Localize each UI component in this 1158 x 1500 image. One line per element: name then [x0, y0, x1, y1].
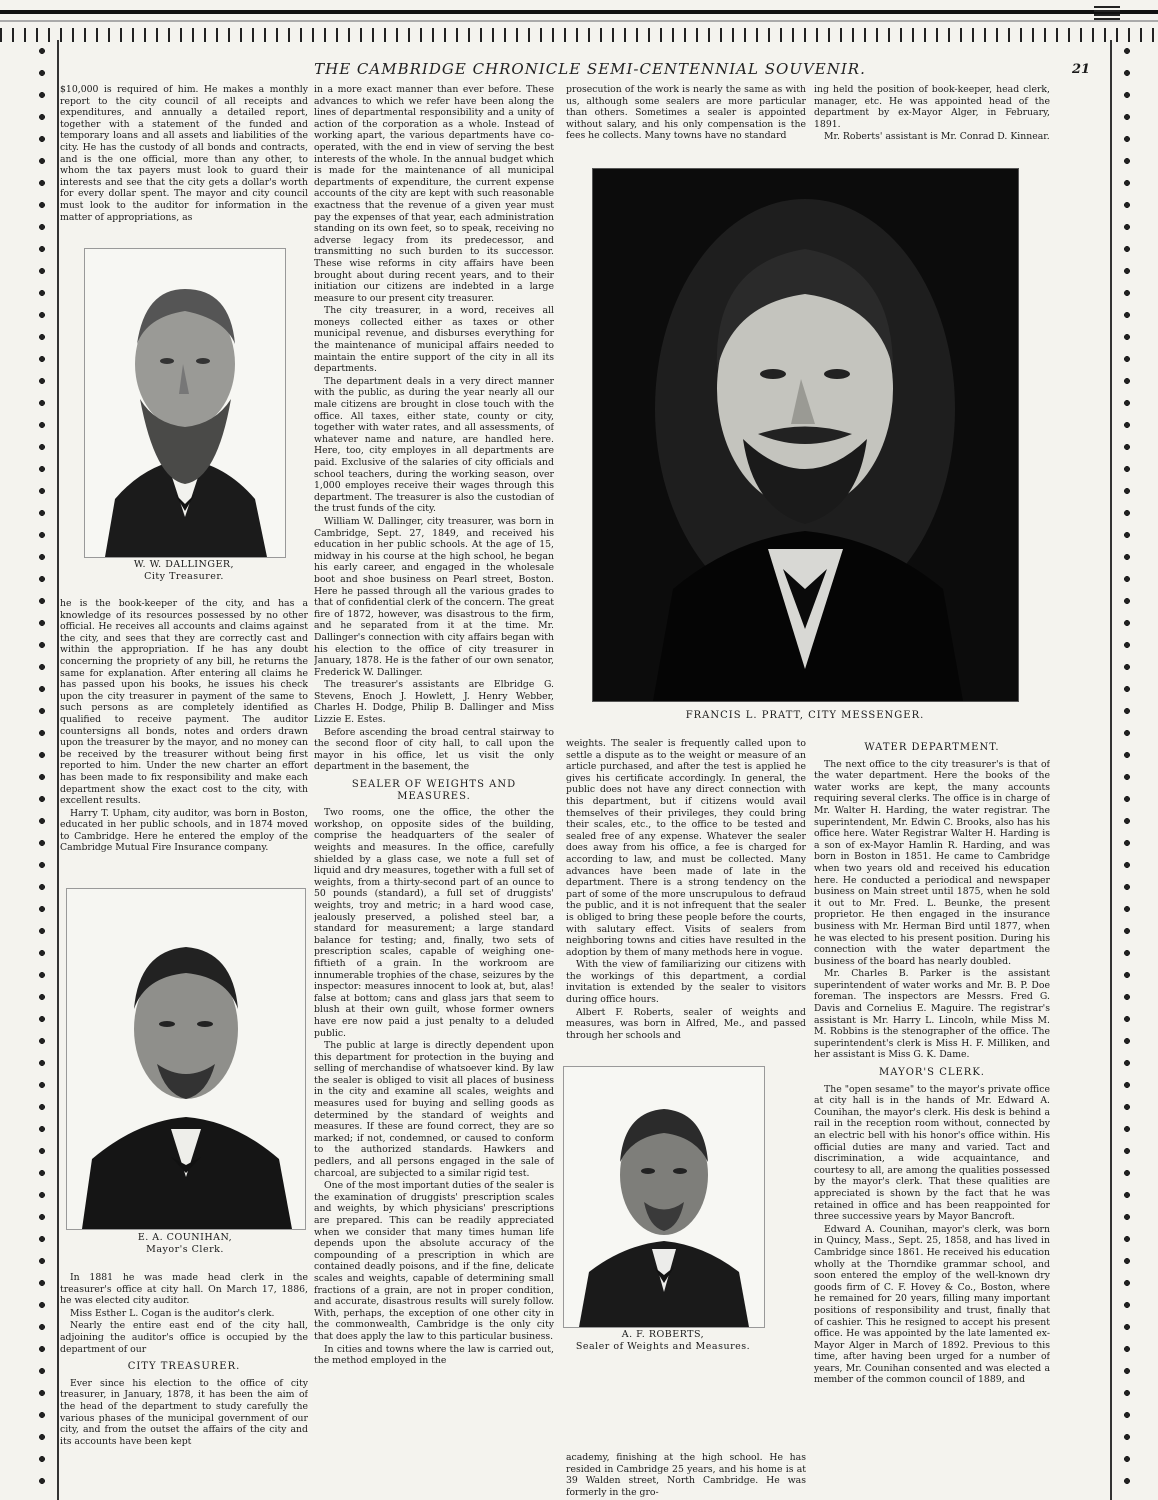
- heading-sealer: SEALER OF WEIGHTS AND MEASURES.: [351, 779, 517, 802]
- caption-counihan-name: E. A. COUNIHAN,: [137, 1232, 233, 1243]
- left-border-ornament: [30, 40, 54, 1500]
- col2-p2: The city treasurer, in a word, receives all moneys collected either as taxes or other municipal revenue, and disburses everything for the maintenance of municipal affairs needed to maintain the entire support of the city in all its departments.: [314, 305, 554, 375]
- portrait-roberts: [563, 1066, 765, 1328]
- col2-p9: One of the most important duties of the sealer is the examination of druggists' prescription scales and weights, by which physicians' prescriptions are prepared. This can be readily appreciated when we consider that many times human life depends upon the absolute accuracy of the compounding of a prescription in which are contained deadly poisons, and if the fine, delicate scales and weights, capable of determining small fractions of a grain, are not in proper condition, and accurate, disastrous results will surely follow. With, perhaps, the exception of one other city in the commonwealth, Cambridge is the only city that does apply the law to this particular business.: [314, 1180, 554, 1342]
- page-number: 21: [1072, 62, 1091, 77]
- col1-mid-text: he is the book-keeper of the city, and has a knowledge of its resources possessed by no other official. He receives all accounts and claims against the city, and sees that they are correctly cast and within the appropriation. If he has any doubt concerning the propriety of any bill, he returns the same for explanation. After entering all claims he has passed upon his books, he issues his check upon the city treasurer in payment of the same to such persons as are completely identified as qualified to receive payment. The auditor countersigns all bonds, notes and orders drawn upon the treasurer by the mayor, and no money can be received by the treasurer without being first reported to him. Under the new charter an effort has been made to fix responsibility and make each department show the exact cost to the city, with excellent results.: [60, 598, 308, 807]
- portrait-pratt: [592, 168, 1019, 702]
- column-1-bottom: [60, 1272, 308, 1498]
- col4-w2: Mr. Charles B. Parker is the assistant superintendent of water works and Mr. B. P. Doe foreman. The inspectors are Messrs. Fred G. Davis and Cornelius E. Maguire. The registrar's assistant is Mr. Harry L. Lincoln, while Miss M. M. Robbins is the stenographer of the office. The superintendent's clerk is Miss H. F. Milliken, and her assistant is Miss G. K. Dame.: [814, 968, 1050, 1061]
- column-1-middle: [60, 598, 308, 876]
- col1-bottom-p2: Miss Esther L. Cogan is the auditor's clerk.: [70, 1307, 275, 1319]
- caption-pratt: FRANCIS L. PRATT, CITY MESSENGER.: [685, 710, 925, 721]
- column-3-top: [566, 84, 806, 164]
- portrait-dallinger: [84, 248, 286, 558]
- caption-dallinger-name: W. W. DALLINGER,: [133, 559, 235, 570]
- col4-w1: The next office to the city treasurer's is that of the water department. Here the books of the water works are kept, the many accounts requiring several clerks. The office is in charge of Mr. Walter H. Harding, the water registrar. The superintendent, Mr. Edwin C. Brooks, also has his office here. Water Registrar Walter H. Harding is a son of ex-Mayor Hamlin R. Harding, and was born in Boston in 1851. He came to Cambridge when two years old and received his education here. He conducted a periodical and newspaper business on Main street until 1875, when he sold it out to Mr. Fred. L. Beunke, the present proprietor. He then engaged in the insurance business with Mr. Herman Bird until 1877, when he was elected to his present position. During his connection with the water department the business of the board has nearly doubled.: [814, 758, 1050, 967]
- top-border-ornament: [0, 0, 1158, 60]
- caption-counihan-title: Mayor's Clerk.: [146, 1244, 224, 1255]
- col2-p3: The department deals in a very direct manner with the public, as during the year nearly all our male citizens are brought in close touch with the office. All taxes, either state, county or city, together with water rates, and all assessments, of whatever name and nature, are handled here. Here, too, city employes in all departments are paid. Exclusive of the salaries of city officials and school teachers, during the working season, over 1,000 employes receive their wages through this department. The treasurer is also the custodian of the trust funds of the city.: [314, 375, 554, 515]
- col2-p4: William W. Dallinger, city treasurer, was born in Cambridge, Sept. 27, 1849, and received his education in her public schools. At the age of 15, midway in his course at the high school, he began his early career, and engaged in the wholesale boot and shoe business on Pearl street, Boston. Here he passed through all the various grades to that of confidential clerk of the concern. The great fire of 1872, however, was disastrous to the firm, and he separated from it at the time. Mr. Dallinger's connection with city affairs began with his election to the office of city treasurer in January, 1878. He is the father of our own senator, Frederick W. Dallinger.: [314, 515, 554, 678]
- col1-bottom-p4: Ever since his election to the office of city treasurer, in January, 1878, it has been the aim of the head of the department to study carefully the various phases of the municipal government of our city, and from the outset the affairs of the city and its accounts have been kept: [60, 1377, 308, 1447]
- col2-p5: The treasurer's assistants are Elbridge G. Stevens, Enoch J. Howlett, J. Henry Webber, Charles H. Dodge, Philip B. Dallinger and Miss Lizzie E. Estes.: [314, 679, 554, 726]
- caption-counihan: [66, 1232, 304, 1256]
- column-4-bottom: [814, 738, 1050, 1498]
- column-3-bottom: [566, 1452, 806, 1498]
- col4-top-text: ing held the position of book-keeper, head clerk, manager, etc. He was appointed head of the department by ex-Mayor Alger, in February, 1891.: [814, 84, 1050, 130]
- col3-bottom-text: academy, finishing at the high school. He has resided in Cambridge 25 years, and his home is at 39 Walden street, North Cambridge. He was formerly in the gro-: [566, 1452, 806, 1498]
- col1-bottom-p3: Nearly the entire east end of the city hall, adjoining the auditor's office is occupied by the department of our: [60, 1320, 308, 1355]
- heading-water-department: WATER DEPARTMENT.: [864, 742, 1000, 753]
- right-border-rule: [1110, 40, 1112, 1500]
- col1-bottom-p1: In 1881 he was made head clerk in the treasurer's office at city hall. On March 17, 1886, he was elected city auditor.: [60, 1272, 308, 1307]
- col3-p3: Albert F. Roberts, sealer of weights and measures, was born in Alfred, Me., and passed through her schools and: [566, 1006, 806, 1041]
- caption-dallinger: [84, 559, 284, 583]
- right-border-ornament: [1115, 40, 1139, 1500]
- portrait-counihan: [66, 888, 306, 1230]
- column-4-top: [814, 84, 1050, 164]
- corner-ornament: [1094, 6, 1120, 20]
- col2-p6: Before ascending the broad central stairway to the second floor of city hall, to call upon the mayor in his office, let us visit the only department in the basement, the: [314, 726, 554, 773]
- col2-p10: In cities and towns where the law is carried out, the method employed in the: [314, 1343, 554, 1367]
- col4-m1: The "open sesame" to the mayor's private office at city hall is in the hands of Mr. Edward A. Counihan, the mayor's clerk. His desk is behind a rail in the reception room without, connected by an electric bell with his honor's office within. His official duties are many and varied. Tact and discrimination, a wide acquaintance, and courtesy to all, are among the qualities possessed by the mayor's clerk. That these qualities are appreciated is shown by the fact that he was retained in office and has been reappointed for three successive years by Mayor Bancroft.: [814, 1083, 1050, 1223]
- caption-dallinger-title: City Treasurer.: [144, 571, 224, 582]
- col4-m2: Edward A. Counihan, mayor's clerk, was born in Quincy, Mass., Sept. 25, 1858, and has lived in Cambridge since 1861. He received his education wholly at the Thorndike grammar school, and soon entered the employ of the well-known dry goods firm of C. F. Hovey & Co., Boston, where he remained for 20 years, filling many important positions of responsibility and trust, finally that of cashier. This he resigned to accept his present office. He was appointed by the late lamented ex-Mayor Alger in March of 1892. Previous to this time, after having been urged for a number of years, Mr. Counihan consented and was elected a member of the common council of 1889, and: [814, 1223, 1050, 1386]
- column-1-top: [60, 84, 308, 234]
- column-3-middle: [566, 738, 806, 1054]
- col2-p8: The public at large is directly dependent upon this department for protection in the buying and selling of merchandise of whatsoever kind. By law the sealer is obliged to visit all places of business in the city and examine all scales, weights and measures used for buying and selling goods as determined by the standard of weights and measures. If these are found correct, they are so marked; if not, condemned, or caused to conform to the authorized standards. Hawkers and pedlers, and all persons engaged in the sale of charcoal, are subjected to a similar rigid test.: [314, 1040, 554, 1179]
- col4-p2: Mr. Roberts' assistant is Mr. Conrad D. Kinnear.: [824, 131, 1050, 143]
- col3-p1: weights. The sealer is frequently called upon to settle a dispute as to the weight or measure of an article purchased, and after the test is applied he gives his certificate accordingly. In general, the public does not have any direct connection with this department, but if citizens would avail themselves of their privileges, they could bring their scales, etc., to the office to be tested and sealed free of any expense. Whatever the sealer does away from his office, a fee is charged for according to law, and must be collected. Many advances have been made of late in the department. There is a strong tendency on the part of some of the more unscrupulous to defraud the public, and it is not infrequent that the sealer is obliged to bring these people before the courts, with salutary effect. Visits of sealers from neighboring towns and cities have resulted in the adoption by them of many methods here in vogue.: [566, 738, 806, 958]
- col1-top-text: $10,000 is required of him. He makes a monthly report to the city council of all receipts and expenditures, and annually a detailed report, together with a statement of the funded and temporary loans and all assets and liabilities of the city. He has the custody of all bonds and contracts, and is the one official, more than any other, to whom the tax payers must look to guard their interests and see that the city gets a dollar's worth for every dollar spent. The mayor and city council must look to the auditor for information in the matter of appropriations, as: [60, 84, 308, 223]
- left-border-rule: [57, 40, 59, 1500]
- caption-roberts: [560, 1329, 766, 1353]
- caption-roberts-title: Sealer of Weights and Measures.: [575, 1341, 751, 1352]
- col3-top-text: prosecution of the work is nearly the same as with us, although some sealers are more particular than others. Sometimes a sealer is appointed without salary, and his only compensation is the fees he collects. Many towns have no standard: [566, 84, 806, 142]
- page-header-title: THE CAMBRIDGE CHRONICLE SEMI-CENTENNIAL SOUVENIR.: [314, 60, 866, 78]
- heading-mayors-clerk: MAYOR'S CLERK.: [879, 1067, 985, 1079]
- col2-top-text: in a more exact manner than ever before. These advances to which we refer have been along the lines of departmental responsibility and a unity of action of the corporation as a whole. Instead of working apart, the various departments have co-operated, with the end in view of serving the best interests of the whole. In the annual budget which is made for the maintenance of all municipal departments of expenditure, the current expense accounts of the city are kept with such reasonable exactness that the revenue of a given year must pay the expenses of that year, each administration standing on its own feet, so to speak, receiving no adverse legacy from its predecessor, and transmitting no such burden to its successor. These wise reforms in city affairs have been brought about during recent years, and to their initiation our citizens are indebted in a large measure to our present city treasurer.: [314, 84, 554, 304]
- col2-p7: Two rooms, one the office, the other the workshop, on opposite sides of the building, comprise the headquarters of the sealer of weights and measures. In the office, carefully shielded by a glass case, we note a full set of liquid and dry measures, together with a full set of weights, from a thirty-second part of an ounce to 50 pounds (standard), a full set of druggists' weights, troy and metric; in a hard wood case, jealously preserved, a polished steel bar, a standard for measurement; a large standard balance for testing; and, finally, two sets of prescription scales, capable of weighing one-fiftieth of a grain. In the workroom are innumerable trophies of the chase, seizures by the inspector: measures innocent to look at, but, alas! false at bottom; cans and glass jars that seem to blush at their own guilt, whose former owners have ere now paid a just penalty to a deluded public.: [314, 807, 554, 1039]
- caption-roberts-name: A. F. ROBERTS,: [621, 1329, 705, 1340]
- heading-city-treasurer: CITY TREASURER.: [127, 1361, 241, 1373]
- col3-p2: With the view of familiarizing our citizens with the workings of this department, a cordial invitation is extended by the sealer to visitors during office hours.: [566, 959, 806, 1006]
- column-2: [314, 84, 554, 1498]
- col1-upham-text: Harry T. Upham, city auditor, was born in Boston, educated in her public schools, and in 1874 moved to Cambridge. Here he entered the employ of the Cambridge Mutual Fire Insurance company.: [60, 807, 308, 854]
